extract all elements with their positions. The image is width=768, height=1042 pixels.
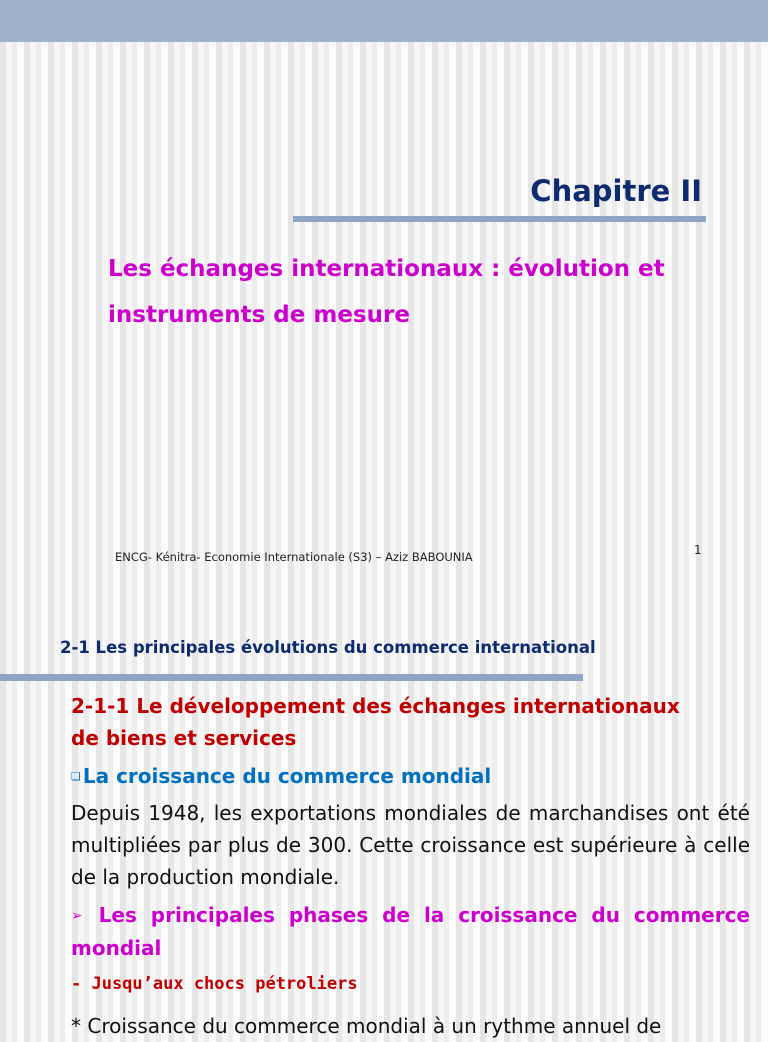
chapter-subtitle	[108, 246, 738, 338]
section-underline	[0, 674, 583, 681]
section-title: 2-1 Les principales évolutions du commerce international	[60, 638, 596, 657]
phase-heading	[71, 899, 750, 964]
subsection-line-2: de biens et services	[71, 726, 297, 750]
period-heading: - Jusqu’aux chocs pétroliers	[71, 974, 358, 994]
subtitle-line-2: instruments de mesure	[108, 302, 410, 328]
slide-content	[0, 600, 768, 1038]
phase-heading-text: Les principales phases de la croissance du commerce mondial	[71, 903, 750, 960]
page-number: 1	[694, 543, 702, 557]
bullet-heading	[71, 760, 750, 793]
slide-header-bar	[0, 0, 768, 42]
slide-body	[71, 690, 750, 1042]
body-paragraph: Depuis 1948, les exportations mondiales de marchandises ont été multipliées par plus de 300. Cette croissance est supérieure à celle de la production mondiale.	[71, 801, 750, 889]
subtitle-line-1: Les échanges internationaux : évolution et	[108, 256, 665, 282]
square-bullet-icon: ❑	[71, 770, 81, 783]
chapter-title: Chapitre II	[530, 174, 702, 208]
subsection-heading	[71, 690, 750, 754]
arrow-bullet-icon: ➢	[71, 908, 83, 924]
title-underline	[293, 216, 706, 222]
subsection-line-1: 2-1-1 Le développement des échanges internationaux	[71, 694, 680, 718]
partial-paragraph: * Croissance du commerce mondial à un rythme annuel de	[71, 1014, 662, 1038]
slide-footer: ENCG- Kénitra- Economie Internationale (S3) – Aziz BABOUNIA	[115, 550, 473, 564]
bullet-heading-text: La croissance du commerce mondial	[82, 764, 492, 788]
